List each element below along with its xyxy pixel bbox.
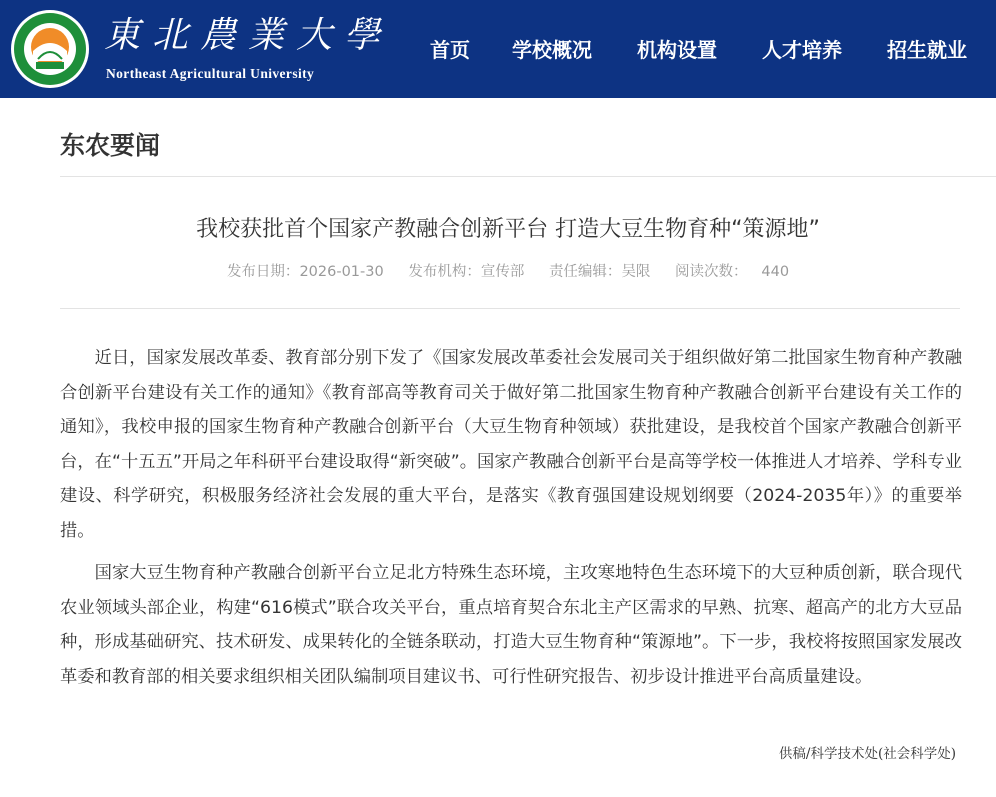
nav-item-about[interactable]: 学校概况 (512, 38, 592, 62)
article-meta (0, 261, 996, 283)
nav-item-home[interactable]: 首页 (430, 38, 470, 62)
article-paragraph: 国家大豆生物育种产教融合创新平台立足北方特殊生态环境，主攻寒地特色生态环境下的大豆种质创新，联合现代农业领域头部企业，构建“616模式”联合攻关平台，重点培育契合东北主产区需求的早熟、抗寒、超高产的北方大豆品种，形成基础研究、技术研发、成果转化的全链条联动，打造大豆生物育种“策源地”。下一步，我校将按照国家发展改革委和教育部的相关要求组织相关团队编制项目建议书、可行性研究报告、初步设计推进平台高质量建设。 (60, 563, 962, 687)
article-paragraph: 近日，国家发展改革委、教育部分别下发了《国家发展改革委社会发展司关于组织做好第二批国家生物育种产教融合创新平台建设有关工作的通知》《教育部高等教育司关于做好第二批国家生物育种产教融合创新平台建设有关工作的通知》，我校申报的国家生物育种产教融合创新平台（大豆生物育种领域）获批建设，是我校首个国家产教融合创新平台，在“十五五”开局之年科研平台建设取得“新突破”。国家产教融合创新平台是高等学校一体推进人才培养、学科专业建设、科学研究，积极服务经济社会发展的重大平台，是落实《教育强国建设规划纲要（2024-2035年）》的重要举措。 (60, 348, 962, 541)
site-header (0, 0, 996, 98)
meta-divider (60, 308, 960, 309)
nav-item-departments[interactable]: 机构设置 (637, 38, 717, 62)
logo-chinese-name[interactable]: 東北農業大學 (104, 15, 393, 56)
meta-editor: 责任编辑：吴限 (548, 264, 651, 280)
meta-org: 发布机构：宣传部 (408, 264, 525, 280)
section-title: 东农要闻 (60, 131, 161, 160)
article-body (60, 341, 962, 702)
logo-english-name[interactable]: Northeast Agricultural University (106, 66, 315, 81)
main-nav (0, 34, 996, 66)
nav-item-education[interactable]: 人才培养 (762, 38, 842, 62)
meta-views: 阅读次数： 440 (675, 264, 790, 280)
meta-date: 发布日期：2026-01-30 (226, 264, 384, 280)
article-title: 我校获批首个国家产教融合创新平台 打造大豆生物育种“策源地” (196, 217, 820, 242)
article-source: 供稿/科学技术处(社会科学处) (778, 746, 956, 762)
section-divider (60, 176, 996, 177)
nav-item-admissions[interactable]: 招生就业 (887, 38, 967, 62)
